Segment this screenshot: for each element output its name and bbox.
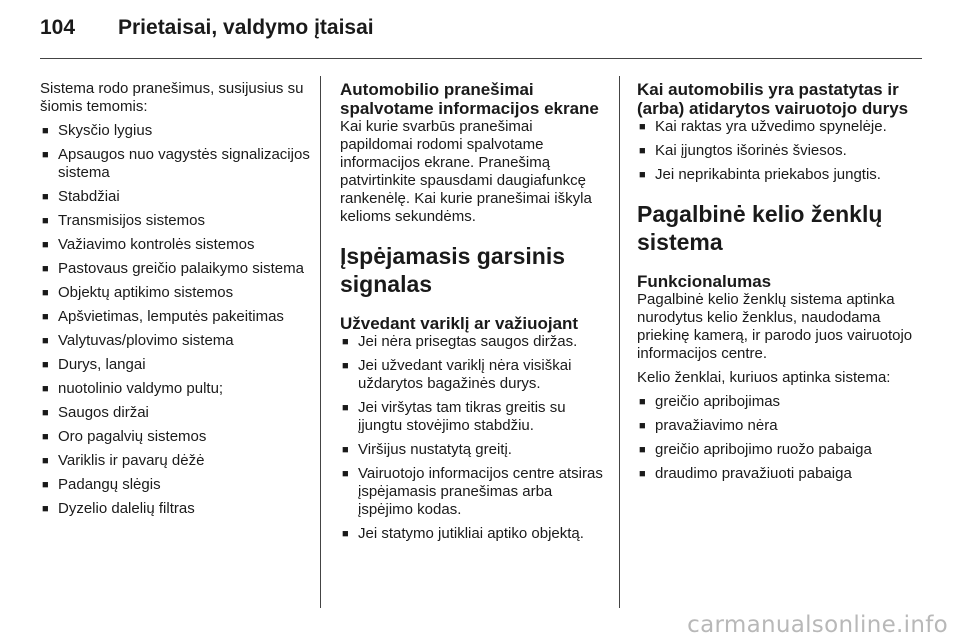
list-item: ■ Kai raktas yra užvedimo spynelėje.: [637, 118, 927, 136]
list-item: ■ nuotolinio valdymo pultu;: [40, 380, 310, 398]
header-rule: [40, 58, 922, 59]
body-text: Kai kurie svarbūs pranešimai papildomai rodomi spalvotame informacijos ekrane. Pranešimą patvirtinkite spausdami daugiafunkcę rankenėlę. Kai kurie pranešimai iškyla kelioms sekundėms.: [340, 118, 592, 225]
list-item: ■ Durys, langai: [40, 356, 310, 374]
list-item: ■ Vairuotojo informacijos centre atsiras įspėjamasis pranešimas arba įspėjimo kodas.: [340, 465, 608, 519]
list-item: ■ Dyzelio dalelių filtras: [40, 500, 310, 518]
body-text: Pagalbinė kelio ženklų sistema aptinka nurodytus kelio ženklus, naudodama priekinę kamerą, ir parodo juos vairuotojo informacijos centre.: [637, 291, 913, 362]
list-item: ■ Jei nėra prisegtas saugos diržas.: [340, 333, 608, 351]
list-item: ■ Važiavimo kontrolės sistemos: [40, 236, 310, 254]
signs-list: [637, 393, 927, 483]
parked-list: [637, 118, 927, 184]
page-number: 104: [40, 16, 76, 39]
list-item: ■ Oro pagalvių sistemos: [40, 428, 310, 446]
list-item: ■ Pastovaus greičio palaikymo sistema: [40, 260, 310, 278]
column-divider-1: [320, 76, 321, 608]
list-item: ■ Apsaugos nuo vagystės signalizacijos sistema: [40, 146, 310, 182]
list-item: ■ Valytuvas/plovimo sistema: [40, 332, 310, 350]
list-item: ■ Kai įjungtos išorinės šviesos.: [637, 142, 927, 160]
section-title: Įspėjamasis garsinis signalas: [340, 243, 566, 297]
subheading: Funkcionalumas: [637, 272, 772, 291]
section-title: Pagalbinė kelio ženklų sistema: [637, 201, 883, 255]
list-item: ■ Saugos diržai: [40, 404, 310, 422]
column-divider-2: [619, 76, 620, 608]
watermark-text: carmanualsonline.info: [687, 612, 948, 638]
warning-list: [340, 333, 608, 543]
subheading: Užvedant variklį ar važiuojant: [340, 314, 579, 333]
list-item: ■ Viršijus nustatytą greitį.: [340, 441, 608, 459]
list-item: ■ Skysčio lygius: [40, 122, 310, 140]
list-item: ■ Jei neprikabinta priekabos jungtis.: [637, 166, 927, 184]
list-item: ■ Apšvietimas, lemputės pakeitimas: [40, 308, 310, 326]
intro-text: Sistema rodo pranešimus, susijusius su šiomis temomis:: [40, 80, 304, 115]
column-1: [40, 80, 310, 524]
list-item: ■ Stabdžiai: [40, 188, 310, 206]
page-title: Prietaisai, valdymo įtaisai: [118, 16, 374, 39]
list-item: ■ Padangų slėgis: [40, 476, 310, 494]
list-item: ■ draudimo pravažiuoti pabaiga: [637, 465, 927, 483]
section-heading: Automobilio pranešimai spalvotame informacijos ekrane: [340, 80, 599, 118]
list-item: ■ greičio apribojimas: [637, 393, 927, 411]
list-item: ■ Jei užvedant variklį nėra visiškai uždarytos bagažinės durys.: [340, 357, 608, 393]
page-header: [40, 10, 920, 50]
list-item: ■ Transmisijos sistemos: [40, 212, 310, 230]
topics-list: [40, 122, 310, 518]
column-3: [637, 80, 927, 489]
list-item: ■ Jei statymo jutikliai aptiko objektą.: [340, 525, 608, 543]
section-heading: Kai automobilis yra pastatytas ir (arba) atidarytos vairuotojo durys: [637, 80, 909, 118]
list-item: ■ Objektų aptikimo sistemos: [40, 284, 310, 302]
list-item: ■ greičio apribojimo ruožo pabaiga: [637, 441, 927, 459]
column-2: [340, 80, 608, 549]
list-item: ■ Variklis ir pavarų dėžė: [40, 452, 310, 470]
body-text: Kelio ženklai, kuriuos aptinka sistema:: [637, 369, 891, 386]
list-item: ■ pravažiavimo nėra: [637, 417, 927, 435]
list-item: ■ Jei viršytas tam tikras greitis su įjungtu stovėjimo stabdžiu.: [340, 399, 608, 435]
